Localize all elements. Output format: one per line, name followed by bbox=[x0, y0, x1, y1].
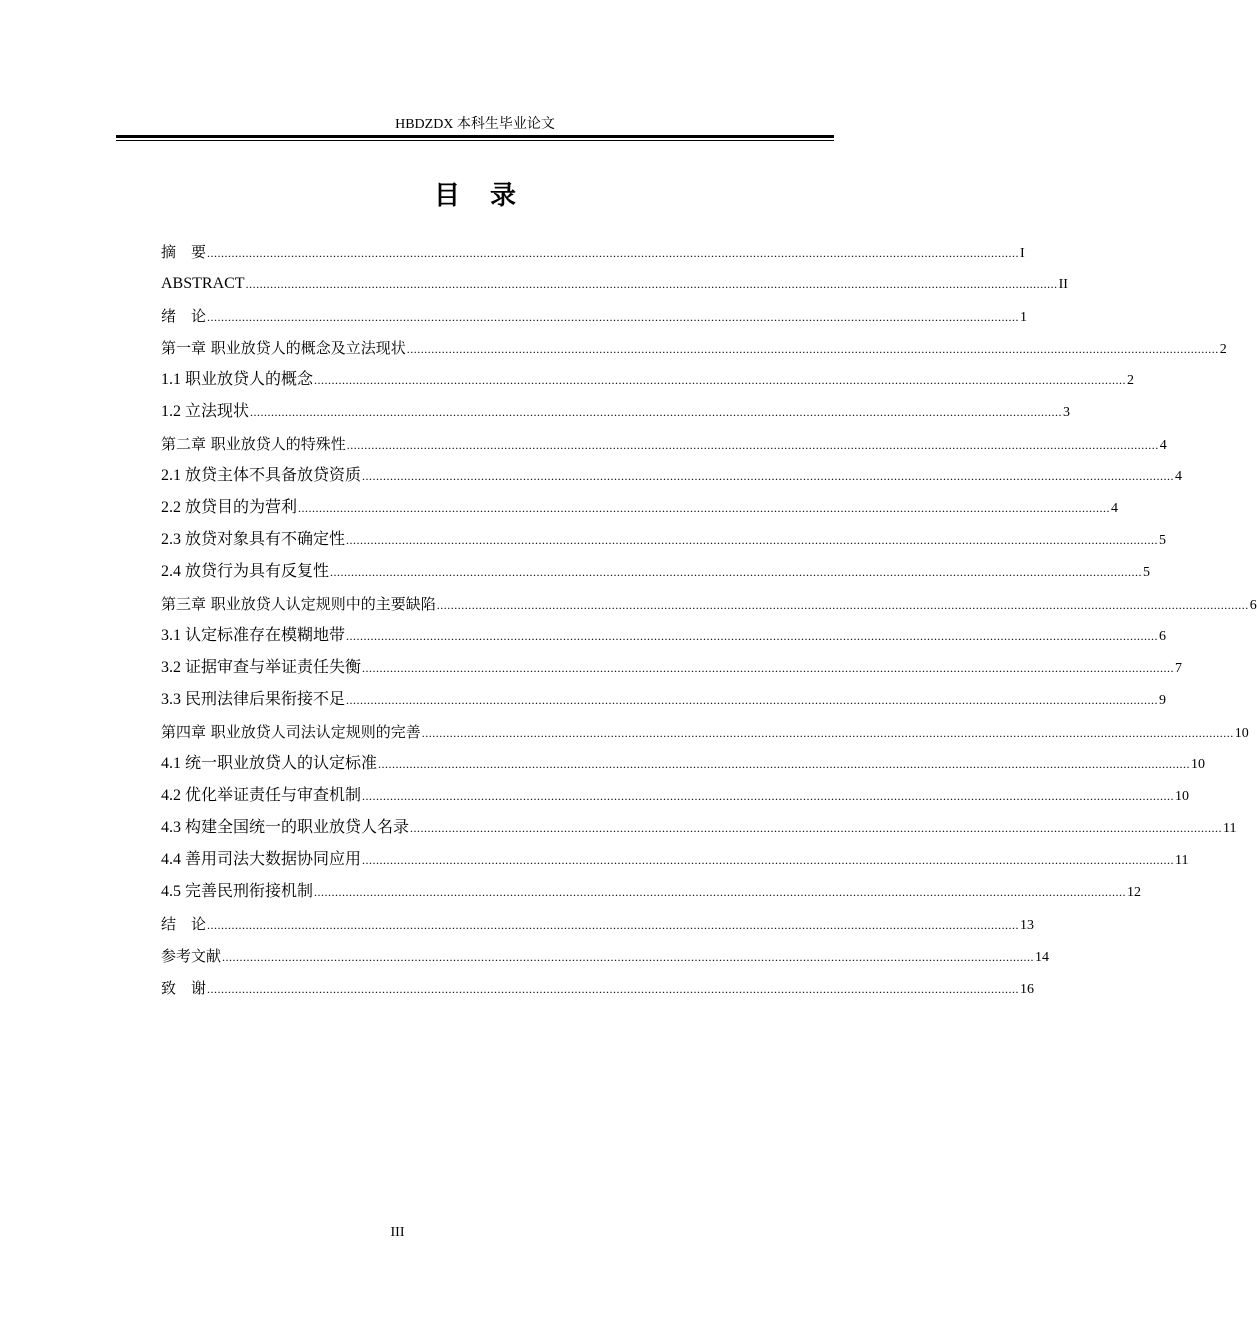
toc-entry-label: 4.2 优化举证责任与审查机制 bbox=[161, 787, 362, 804]
toc-page-number: 12 bbox=[1127, 885, 1142, 900]
toc-entry[interactable] bbox=[161, 716, 1249, 748]
toc-leader: ........................................................................................................................................................................................................................................ bbox=[314, 885, 1127, 899]
toc-entry[interactable] bbox=[161, 812, 1237, 844]
toc-entry[interactable] bbox=[161, 876, 1142, 908]
toc-entry-label: 第二章 职业放贷人的特殊性 bbox=[161, 435, 346, 453]
toc-leader: ........................................................................................................................................................................................................................................ bbox=[222, 950, 1035, 964]
toc-entry-label: 第三章 职业放贷人认定规则中的主要缺陷 bbox=[161, 595, 436, 613]
toc-entry-label: 2.4 放贷行为具有反复性 bbox=[161, 563, 330, 580]
toc-leader: ........................................................................................................................................................................................................................................ bbox=[346, 533, 1159, 547]
toc-entry[interactable] bbox=[161, 268, 1068, 300]
toc-entry[interactable] bbox=[161, 396, 1071, 428]
toc-entry[interactable] bbox=[161, 364, 1135, 396]
toc-entry-label: 4.1 统一职业放贷人的认定标准 bbox=[161, 755, 378, 772]
toc-entry[interactable] bbox=[161, 556, 1151, 588]
toc-entry-label: 结 论 bbox=[161, 915, 207, 933]
toc-entry-label: 3.1 认定标准存在模糊地带 bbox=[161, 627, 346, 644]
toc-leader: ........................................................................................................................................................................................................................................ bbox=[314, 373, 1127, 387]
toc-page-number: 10 bbox=[1175, 789, 1190, 804]
header-rule-thick bbox=[116, 135, 834, 138]
toc-entry-label: 1.2 立法现状 bbox=[161, 403, 250, 420]
toc-leader: ........................................................................................................................................................................................................................................ bbox=[250, 405, 1063, 419]
toc-entry-label: 1.1 职业放贷人的概念 bbox=[161, 371, 314, 388]
toc-page-number: 4 bbox=[1159, 438, 1167, 453]
toc-page-number: 4 bbox=[1111, 501, 1119, 516]
running-header: HBDZDX 本科生毕业论文 bbox=[395, 117, 555, 132]
toc-page-number: 5 bbox=[1143, 565, 1151, 580]
toc-entry-label: 摘 要 bbox=[161, 243, 207, 261]
toc-entry-label: 致 谢 bbox=[161, 979, 207, 997]
toc-page-number: 5 bbox=[1159, 533, 1167, 548]
toc-entry[interactable] bbox=[161, 300, 1028, 332]
toc-entry[interactable] bbox=[161, 524, 1167, 556]
toc-leader: ........................................................................................................................................................................................................................................ bbox=[436, 598, 1249, 612]
toc-leader: ........................................................................................................................................................................................................................................ bbox=[362, 789, 1175, 803]
toc-entry[interactable] bbox=[161, 460, 1183, 492]
toc-entry-label: 参考文献 bbox=[161, 947, 222, 965]
toc-page-number: 11 bbox=[1175, 853, 1189, 868]
toc-leader: ........................................................................................................................................................................................................................................ bbox=[207, 246, 1020, 260]
toc-leader: ........................................................................................................................................................................................................................................ bbox=[346, 438, 1159, 452]
toc-page-number: I bbox=[1020, 246, 1025, 261]
toc-leader: ........................................................................................................................................................................................................................................ bbox=[362, 853, 1175, 867]
toc-entry[interactable] bbox=[161, 780, 1190, 812]
toc-entry[interactable] bbox=[161, 236, 1025, 268]
toc-leader: ........................................................................................................................................................................................................................................ bbox=[406, 342, 1219, 356]
toc-title: 目录 bbox=[433, 181, 546, 211]
table-of-contents bbox=[161, 236, 1257, 1004]
toc-page-number: 14 bbox=[1035, 950, 1050, 965]
toc-page-number: 13 bbox=[1020, 918, 1035, 933]
toc-page-number: 10 bbox=[1234, 726, 1249, 741]
toc-page-number: 7 bbox=[1175, 661, 1183, 676]
toc-entry-label: 2.1 放贷主体不具备放贷资质 bbox=[161, 467, 362, 484]
toc-entry-label: 4.4 善用司法大数据协同应用 bbox=[161, 851, 362, 868]
toc-entry-label: 绪 论 bbox=[161, 307, 207, 325]
toc-entry[interactable] bbox=[161, 620, 1167, 652]
toc-entry-label: 4.5 完善民刑衔接机制 bbox=[161, 883, 314, 900]
toc-leader: ........................................................................................................................................................................................................................................ bbox=[207, 918, 1020, 932]
toc-entry-label: 3.2 证据审查与举证责任失衡 bbox=[161, 659, 362, 676]
toc-entry[interactable] bbox=[161, 652, 1183, 684]
toc-leader: ........................................................................................................................................................................................................................................ bbox=[330, 565, 1143, 579]
toc-entry-label: 3.3 民刑法律后果衔接不足 bbox=[161, 691, 346, 708]
toc-entry[interactable] bbox=[161, 492, 1119, 524]
toc-page-number: 2 bbox=[1127, 373, 1135, 388]
toc-leader: ........................................................................................................................................................................................................................................ bbox=[421, 726, 1234, 740]
toc-entry-label: 2.3 放贷对象具有不确定性 bbox=[161, 531, 346, 548]
toc-leader: ........................................................................................................................................................................................................................................ bbox=[207, 982, 1020, 996]
toc-leader: ........................................................................................................................................................................................................................................ bbox=[346, 693, 1159, 707]
toc-page-number: 6 bbox=[1249, 598, 1257, 613]
toc-entry[interactable] bbox=[161, 940, 1050, 972]
toc-page-number: 10 bbox=[1191, 757, 1206, 772]
toc-page-number: 9 bbox=[1159, 693, 1167, 708]
toc-page-number: 6 bbox=[1159, 629, 1167, 644]
toc-page-number: II bbox=[1058, 277, 1068, 292]
toc-entry-label: 4.3 构建全国统一的职业放贷人名录 bbox=[161, 819, 410, 836]
toc-entry-label: 第一章 职业放贷人的概念及立法现状 bbox=[161, 339, 406, 357]
toc-entry-label: 第四章 职业放贷人司法认定规则的完善 bbox=[161, 723, 421, 741]
toc-entry[interactable] bbox=[161, 428, 1167, 460]
toc-leader: ........................................................................................................................................................................................................................................ bbox=[245, 277, 1058, 291]
toc-entry[interactable] bbox=[161, 748, 1206, 780]
toc-entry[interactable] bbox=[161, 908, 1035, 940]
toc-page-number: 3 bbox=[1063, 405, 1071, 420]
toc-entry[interactable] bbox=[161, 684, 1167, 716]
toc-entry-label: ABSTRACT bbox=[161, 275, 245, 292]
toc-page-number: 2 bbox=[1219, 342, 1227, 357]
toc-entry[interactable] bbox=[161, 844, 1189, 876]
toc-page-number: 1 bbox=[1020, 310, 1028, 325]
header-rule-thin bbox=[116, 140, 834, 141]
toc-leader: ........................................................................................................................................................................................................................................ bbox=[207, 310, 1020, 324]
page-number: III bbox=[390, 1225, 405, 1240]
toc-leader: ........................................................................................................................................................................................................................................ bbox=[298, 501, 1111, 515]
toc-page-number: 16 bbox=[1020, 982, 1035, 997]
toc-entry-label: 2.2 放贷目的为营利 bbox=[161, 499, 298, 516]
toc-entry[interactable] bbox=[161, 332, 1227, 364]
toc-leader: ........................................................................................................................................................................................................................................ bbox=[346, 629, 1159, 643]
toc-leader: ........................................................................................................................................................................................................................................ bbox=[378, 757, 1191, 771]
toc-page-number: 11 bbox=[1223, 821, 1237, 836]
toc-entry[interactable] bbox=[161, 588, 1257, 620]
toc-entry[interactable] bbox=[161, 972, 1035, 1004]
toc-leader: ........................................................................................................................................................................................................................................ bbox=[362, 469, 1175, 483]
toc-leader: ........................................................................................................................................................................................................................................ bbox=[362, 661, 1175, 675]
toc-page-number: 4 bbox=[1175, 469, 1183, 484]
toc-leader: ........................................................................................................................................................................................................................................ bbox=[410, 821, 1223, 835]
